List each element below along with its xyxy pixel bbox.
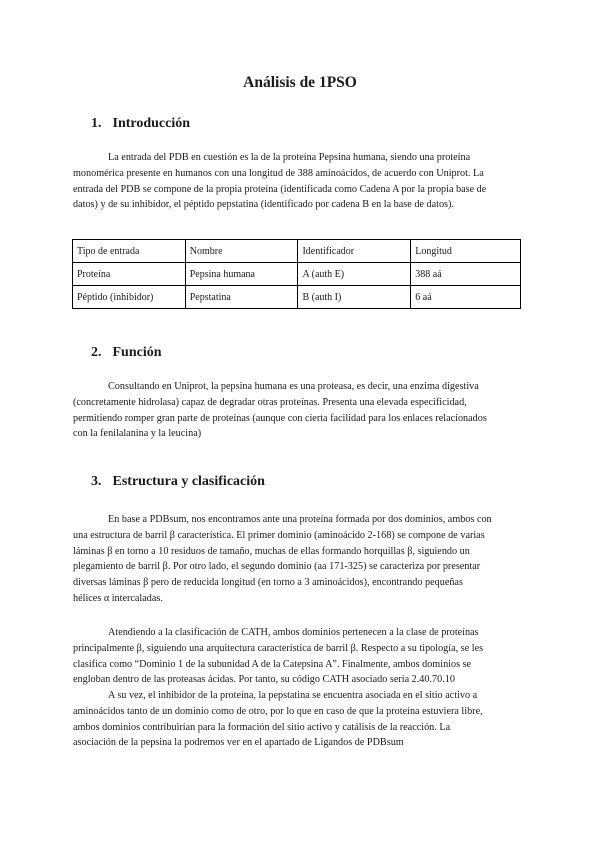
table-row (73, 286, 521, 309)
section-title: Función (112, 345, 162, 360)
paragraph-line: principalmente β, siguiendo una arquitectura característica de barril β. Respecto a su tipología, se les (73, 642, 484, 654)
section-heading-introduccion (91, 116, 190, 132)
table-cell: Pepstatina (185, 286, 298, 309)
paragraph-line: láminas β en torno a 10 residuos de tamaño, muchas de ellas formando horquillas β, siguiendo un (73, 545, 470, 557)
paragraph-introduccion (73, 150, 527, 213)
table-header-cell: Identificador (298, 240, 411, 263)
table-header-row (73, 240, 521, 263)
paragraph-line: con la fenilalanina y la leucina) (73, 428, 202, 440)
paragraph-estructura-2 (73, 625, 527, 688)
paragraph-line: permitiendo romper gran parte de proteínas (aunque con cierta facilidad para los enlaces relacionados (73, 412, 487, 424)
paragraph-line: Atendiendo a la clasificación de CATH, ambos dominios pertenecen a la clase de proteínas (108, 627, 479, 638)
section-number: 2. (91, 345, 102, 360)
entry-table (72, 239, 521, 309)
table-header-cell: Tipo de entrada (73, 240, 186, 263)
paragraph-line: plegamiento de barril β. Por otro lado, el segundo dominio (aa 171-325) se caracteriza por presentar (73, 561, 481, 573)
section-number: 3. (91, 474, 102, 489)
paragraph-line: aminoácidos tanto de un dominio como de otro, por lo que en caso de que la proteína estuviera libre, (73, 705, 483, 717)
table-cell: Péptido (inhibidor) (73, 286, 186, 309)
table-cell: B (auth I) (298, 286, 411, 309)
paragraph-line: ambos dominios contribuirían para la formación del sitio activo y catálisis de la reacción. La (73, 721, 451, 733)
paragraph-line: monomérica presente en humanos con una longitud de 388 aminoácidos, de acuerdo con Uniprot. La (73, 167, 484, 179)
paragraph-estructura-1 (73, 512, 527, 607)
paragraph-line: una estructura de barril β característica. El primer dominio (aminoácido 2-168) se compone de varias (73, 529, 485, 541)
paragraph-line: Consultando en Uniprot, la pepsina humana es una proteasa, es decir, una enzima digestiva (108, 381, 479, 392)
table-row (73, 263, 521, 286)
section-title: Introducción (112, 116, 191, 131)
paragraph-line: engloban dentro de las proteasas ácidas. Por tanto, su código CATH asociado sería 2.40.70.10 (73, 674, 455, 686)
table-header-cell: Nombre (185, 240, 298, 263)
section-title: Estructura y clasificación (112, 474, 265, 489)
table-cell: A (auth E) (298, 263, 411, 286)
paragraph-line: asociación de la pepsina la podremos ver en el apartado de Ligandos de PDBsum (73, 737, 404, 749)
paragraph-line: hélices α intercaladas. (73, 592, 163, 604)
paragraph-line: La entrada del PDB en cuestión es la de la proteína Pepsina humana, siendo una proteína (108, 152, 471, 163)
paragraph-line: datos) y de su inhibidor, el péptido pepstatina (identificado por cadena B en la base de datos). (73, 199, 454, 211)
paragraph-line: entrada del PDB se compone de la propia proteína (identificada como Cadena A por la propia base de (73, 183, 487, 195)
table-cell: 6 aá (411, 286, 521, 309)
paragraph-funcion (73, 379, 527, 442)
paragraph-estructura-3 (73, 688, 527, 751)
section-heading-funcion (91, 345, 162, 361)
section-heading-estructura (91, 474, 265, 490)
table-cell: 388 aá (411, 263, 521, 286)
table-header-cell: Longitud (411, 240, 521, 263)
section-number: 1. (91, 116, 102, 131)
table-cell: Proteína (73, 263, 186, 286)
paragraph-line: En base a PDBsum, nos encontramos ante una proteína formada por dos dominios, ambos con (108, 514, 492, 525)
document-title: Análisis de 1PSO (243, 74, 357, 91)
paragraph-line: A su vez, el inhibidor de la proteína, la pepstatina se encuentra asociada en el sitio activo a (108, 690, 478, 701)
paragraph-line: clasifica como “Dominio 1 de la subunidad A de la Catepsina A”. Finalmente, ambos dominios se (73, 658, 472, 670)
paragraph-line: (concretamente hidrolasa) capaz de degradar otras proteínas. Presenta una elevada especificidad, (73, 396, 467, 408)
table-cell: Pepsina humana (185, 263, 298, 286)
paragraph-line: diversas láminas β pero de reducida longitud (en torno a 3 aminoácidos), encontrando pequeñas (73, 577, 463, 589)
